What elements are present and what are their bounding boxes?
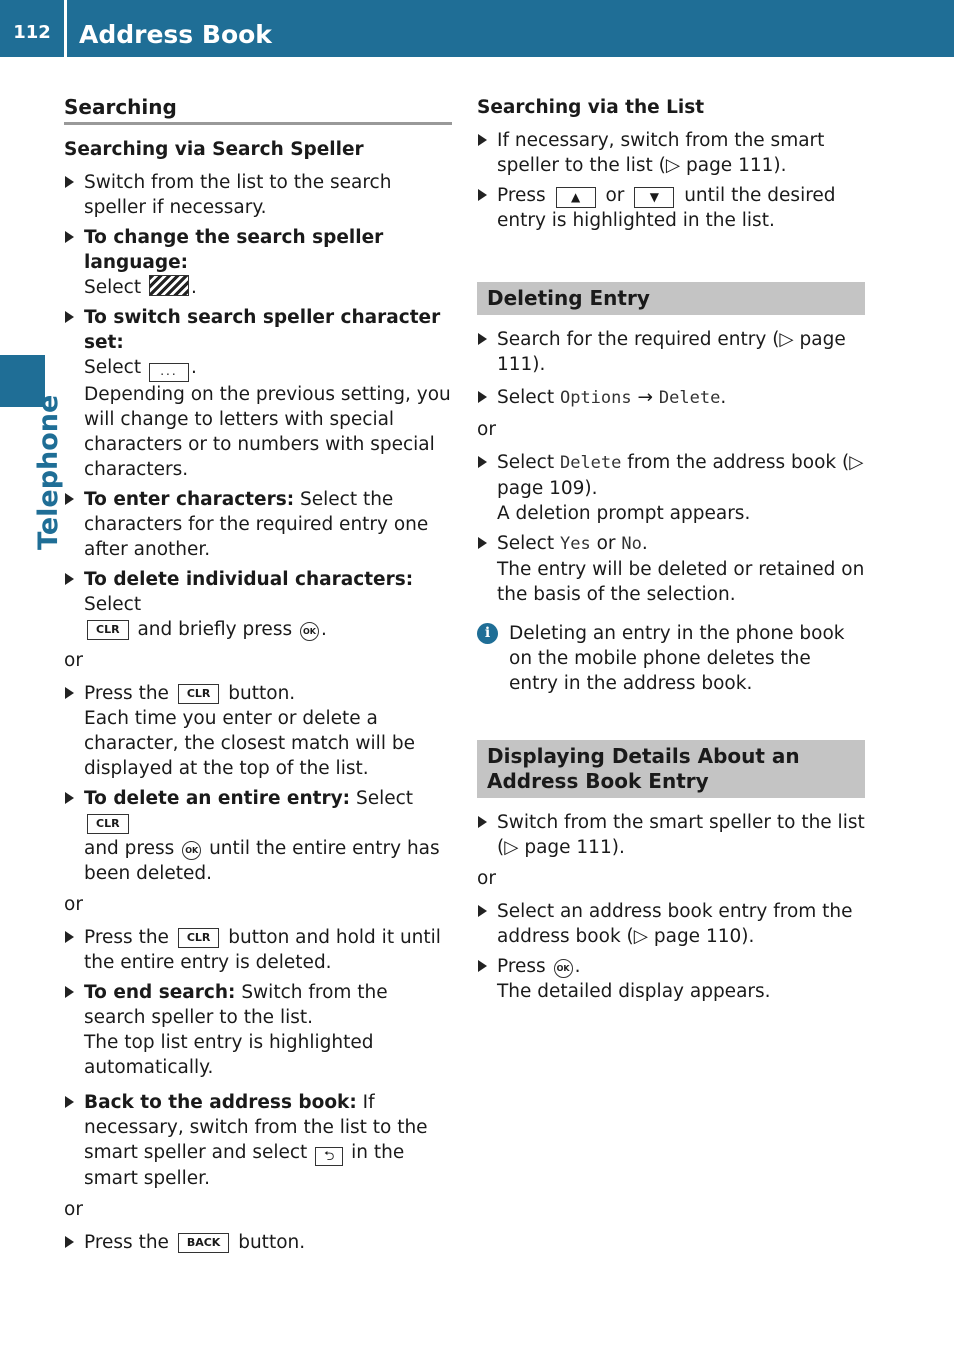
info-note bbox=[477, 621, 865, 696]
ok-button-icon: OK bbox=[182, 841, 201, 860]
step-switch-to-list-2 bbox=[477, 810, 865, 860]
step-back-address-book bbox=[64, 1090, 452, 1191]
info-text: Deleting an entry in the phone book on the mobile phone deletes the entry in the address book. bbox=[509, 623, 845, 694]
back-arrow-icon: ⮌ bbox=[315, 1147, 343, 1166]
step-press-arrows bbox=[477, 183, 865, 233]
step-text: button. bbox=[238, 1232, 306, 1253]
page-title: Address Book bbox=[79, 20, 272, 49]
step-text: Select bbox=[355, 788, 414, 809]
or-separator: or bbox=[477, 419, 496, 440]
step-hold-clr bbox=[64, 925, 452, 975]
step-press-ok bbox=[477, 954, 865, 1004]
up-arrow-key-icon: ▲ bbox=[556, 187, 596, 208]
step-switch-charset: To switch search speller character set: Select ... . Depending on the previous setting, you will change to letters with special characters or to numbers with special characters. bbox=[64, 305, 452, 482]
bullet-triangle-icon bbox=[65, 687, 74, 699]
ok-button-icon: OK bbox=[300, 622, 319, 641]
step-text: or bbox=[596, 533, 616, 554]
step-bold: To delete individual characters: bbox=[84, 569, 414, 590]
step-select-yes-no bbox=[477, 531, 865, 607]
step-text: until the desired entry is highlighted in the list. bbox=[497, 185, 836, 231]
bullet-triangle-icon bbox=[478, 537, 487, 549]
header-divider bbox=[64, 0, 67, 57]
step-text: Switch from the smart speller to the list (▷ page 111). bbox=[497, 812, 865, 858]
menu-option-yes: Yes bbox=[559, 534, 591, 554]
bullet-triangle-icon bbox=[478, 816, 487, 828]
page-number: 112 bbox=[13, 22, 51, 43]
right-column bbox=[477, 95, 865, 1009]
step-text: and press bbox=[84, 838, 175, 859]
step-text: . bbox=[641, 533, 648, 554]
bullet-triangle-icon bbox=[478, 134, 487, 146]
step-bold: To change the search speller language: bbox=[84, 227, 384, 273]
step-text: Press the bbox=[84, 683, 169, 704]
step-desc: The detailed display appears. bbox=[497, 981, 771, 1002]
step-switch-to-list bbox=[477, 128, 865, 178]
bullet-triangle-icon bbox=[65, 573, 74, 585]
subtitle-search-list: Searching via the List bbox=[477, 97, 705, 118]
section-title-deleting: Deleting Entry bbox=[477, 282, 865, 315]
step-text: until the entire entry has been deleted. bbox=[84, 838, 440, 884]
back-key-icon: BACK bbox=[178, 1233, 230, 1253]
step-select-delete bbox=[477, 450, 865, 526]
step-text: Switch from the search speller to the list. bbox=[84, 982, 388, 1028]
bullet-triangle-icon bbox=[478, 456, 487, 468]
step-desc: The top list entry is highlighted automatically. bbox=[84, 1032, 374, 1078]
bullet-triangle-icon bbox=[65, 311, 74, 323]
step-press-back bbox=[64, 1230, 452, 1255]
step-text: from the address book (▷ page 109). bbox=[497, 452, 864, 499]
step-text: Search for the required entry (▷ page 111). bbox=[497, 329, 846, 375]
menu-arrow: → bbox=[637, 387, 654, 408]
step-end-search bbox=[64, 980, 452, 1080]
bullet-triangle-icon bbox=[65, 493, 74, 505]
step-text: Select bbox=[497, 533, 555, 554]
step-text: Select bbox=[84, 357, 142, 378]
side-tab-label: Telephone bbox=[33, 394, 64, 550]
bullet-triangle-icon bbox=[65, 1236, 74, 1248]
step-desc: A deletion prompt appears. bbox=[497, 503, 751, 524]
step-select-options-delete bbox=[477, 385, 865, 411]
step-text: Select bbox=[84, 277, 142, 298]
bullet-triangle-icon bbox=[65, 176, 74, 188]
language-flag-icon bbox=[149, 275, 189, 296]
step-bold: To switch search speller character set: bbox=[84, 307, 441, 353]
or-separator: or bbox=[64, 650, 83, 671]
step-text: . bbox=[574, 956, 581, 977]
bullet-triangle-icon bbox=[65, 1096, 74, 1108]
clr-key-icon: CLR bbox=[178, 684, 220, 704]
step-text: Switch from the list to the search speller if necessary. bbox=[84, 172, 392, 218]
step-text: If necessary, switch from the list to the smart speller and select bbox=[84, 1092, 428, 1163]
bullet-triangle-icon bbox=[65, 931, 74, 943]
step-switch-speller bbox=[64, 170, 452, 220]
clr-key-icon: CLR bbox=[87, 814, 129, 834]
charset-dots-icon: ... bbox=[149, 363, 189, 382]
step-bold: Back to the address book: bbox=[84, 1092, 357, 1113]
step-enter-characters bbox=[64, 487, 452, 562]
menu-option-options: Options bbox=[559, 388, 632, 408]
step-text: or bbox=[605, 185, 625, 206]
step-text: Select bbox=[497, 452, 555, 473]
step-change-language: To change the search speller language: Select . bbox=[64, 225, 452, 300]
step-text: Press the bbox=[84, 927, 169, 948]
ok-button-icon: OK bbox=[554, 959, 573, 978]
info-icon: i bbox=[477, 623, 498, 644]
bullet-triangle-icon bbox=[478, 905, 487, 917]
bullet-triangle-icon bbox=[65, 986, 74, 998]
step-text: Select bbox=[497, 387, 555, 408]
step-text: If necessary, switch from the smart speller to the list (▷ page 111). bbox=[497, 130, 825, 176]
step-delete-entire-entry bbox=[64, 786, 452, 886]
step-desc: Each time you enter or delete a character, the closest match will be displayed at the top of the list. bbox=[84, 708, 415, 779]
step-desc: The entry will be deleted or retained on the basis of the selection. bbox=[497, 559, 865, 605]
bullet-triangle-icon bbox=[478, 391, 487, 403]
or-separator: or bbox=[64, 1199, 83, 1220]
step-text: Select an address book entry from the address book (▷ page 110). bbox=[497, 901, 853, 947]
menu-option-delete: Delete bbox=[658, 388, 721, 408]
menu-option-delete: Delete bbox=[559, 453, 622, 473]
or-separator: or bbox=[477, 868, 496, 889]
step-text: button and hold it until the entire entry is deleted. bbox=[84, 927, 441, 973]
clr-key-icon: CLR bbox=[178, 928, 220, 948]
step-text: and briefly press bbox=[137, 619, 293, 640]
or-separator: or bbox=[64, 894, 83, 915]
step-bold: To delete an entire entry: bbox=[84, 788, 351, 809]
step-press-clr bbox=[64, 681, 452, 781]
bullet-triangle-icon bbox=[65, 792, 74, 804]
section-title-searching: Searching bbox=[64, 95, 452, 125]
subtitle-search-speller: Searching via Search Speller bbox=[64, 139, 364, 160]
step-text: Press bbox=[497, 185, 546, 206]
bullet-triangle-icon bbox=[478, 333, 487, 345]
menu-option-no: No bbox=[621, 534, 642, 554]
step-text: Select the characters for the required entry one after another. bbox=[84, 489, 429, 560]
step-search-entry bbox=[477, 327, 865, 377]
left-column bbox=[64, 95, 452, 1260]
step-text: button. bbox=[228, 683, 296, 704]
bullet-triangle-icon bbox=[65, 231, 74, 243]
step-select-entry bbox=[477, 899, 865, 949]
section-title-details: Displaying Details About an Address Book Entry bbox=[477, 740, 865, 798]
step-text: Select bbox=[84, 594, 142, 615]
clr-key-icon: CLR bbox=[87, 620, 129, 640]
step-text: in the smart speller. bbox=[84, 1142, 405, 1189]
step-delete-characters: To delete individual characters: Select CLR and briefly press OK . bbox=[64, 567, 452, 642]
bullet-triangle-icon bbox=[478, 960, 487, 972]
step-desc: Depending on the previous setting, you will change to letters with special characters or to numbers with special characters. bbox=[84, 384, 451, 480]
step-bold: To end search: bbox=[84, 982, 236, 1003]
down-arrow-key-icon: ▼ bbox=[634, 187, 674, 208]
step-bold: To enter characters: bbox=[84, 489, 295, 510]
bullet-triangle-icon bbox=[478, 189, 487, 201]
step-text: . bbox=[720, 387, 727, 408]
step-text: Press the bbox=[84, 1232, 169, 1253]
step-text: Press bbox=[497, 956, 546, 977]
